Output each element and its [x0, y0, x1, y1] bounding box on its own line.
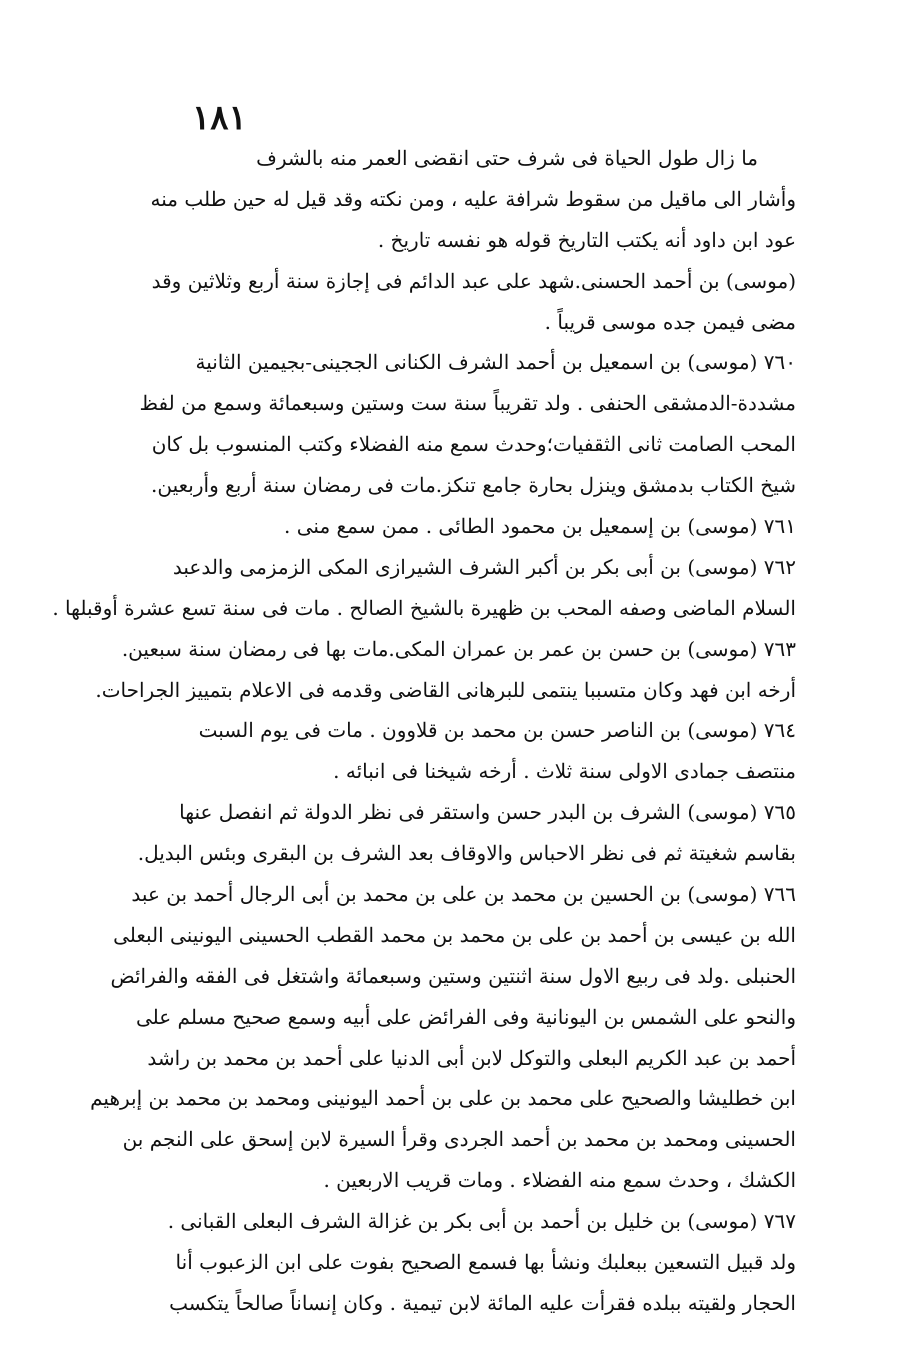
text-line: شيخ الكتاب بدمشق وينزل بحارة جامع تنكز.مات فى رمضان سنة أربع وأربعين.: [151, 473, 796, 498]
text-line: المحب الصامت ثانى الثقفيات؛وحدث سمع منه الفضلاء وكتب المنسوب بل كان: [151, 432, 796, 457]
text-line: مشددة-الدمشقى الحنفى . ولد تقريباً سنة ست وستين وسبعمائة وسمع من لفظ: [139, 391, 796, 416]
text-line: الحجار ولقيته ببلده فقرأت عليه المائة لابن تيمية . وكان إنساناً صالحاً يتكسب: [169, 1290, 796, 1315]
text-line: الكشك ، وحدث سمع منه الفضلاء . ومات قريب الاربعين .: [323, 1168, 796, 1193]
text-line: السلام الماضى وصفه المحب بن ظهيرة بالشيخ الصالح . مات فى سنة تسع عشرة أوقبلها .: [52, 595, 796, 620]
text-line: ٧٦٦ (موسى) بن الحسين بن محمد بن على بن محمد بن أبى الرجال أحمد بن عبد: [131, 882, 796, 907]
text-line: بقاسم شغيتة ثم فى نظر الاحباس والاوقاف بعد الشرف بن البقرى وبئس البديل.: [137, 841, 796, 866]
text-line: ٧٦٢ (موسى) بن أبى بكر بن أكبر الشرف الشيرازى المكى الزمزمى والدعبد: [172, 554, 796, 579]
text-line: ابن خطليشا والصحيح على محمد بن على بن أحمد اليونينى ومحمد بن محمد بن إبرهيم: [90, 1086, 796, 1111]
text-line: منتصف جمادى الاولى سنة ثلاث . أرخه شيخنا فى انبائه .: [333, 759, 796, 784]
page-number: ١٨١: [192, 98, 247, 138]
text-line: مضى فيمن جده موسى قريباً .: [544, 309, 796, 334]
text-line: ٧٦٧ (موسى) بن خليل بن أحمد بن أبى بكر بن غزالة الشرف البعلى القبانى .: [167, 1209, 796, 1234]
text-line: والنحو على الشمس بن اليونانية وفى الفرائض على أبيه وسمع صحيح مسلم على: [135, 1004, 796, 1029]
text-line: أرخه ابن فهد وكان متسببا ينتمى للبرهانى القاضى وقدمه فى الاعلام بتمييز الجراحات.: [95, 677, 796, 702]
text-line: ٧٦٥ (موسى) الشرف بن البدر حسن واستقر فى نظر الدولة ثم انفصل عنها: [179, 800, 796, 825]
text-line: ٧٦١ (موسى) بن إسمعيل بن محمود الطائى . ممن سمع منى .: [284, 514, 796, 539]
text-line: ٧٦٤ (موسى) بن الناصر حسن بن محمد بن قلاوون . مات فى يوم السبت: [198, 718, 796, 743]
page-body-text: [52, 138, 796, 1324]
text-line: عود ابن داود أنه يكتب التاريخ قوله هو نفسه تاريخ .: [377, 227, 796, 252]
text-line: وأشار الى ماقيل من سقوط شرافة عليه ، ومن نكته وقد قيل له حين طلب منه: [150, 186, 796, 211]
text-line: أحمد بن عبد الكريم البعلى والتوكل لابن أبى الدنيا على أحمد بن محمد بن راشد: [147, 1045, 796, 1070]
text-line: ٧٦٠ (موسى) بن اسمعيل بن أحمد الشرف الكنانى الججينى-بجيمين الثانية: [195, 350, 796, 375]
text-line: ما زال طول الحياة فى شرف حتى انقضى العمر منه بالشرف: [256, 146, 758, 170]
text-line: (موسى) بن أحمد الحسنى.شهد على عبد الدائم فى إجازة سنة أربع وثلاثين وقد: [151, 268, 796, 293]
text-line: الحسينى ومحمد بن محمد بن أحمد الجردى وقرأ السيرة لابن إسحق على النجم بن: [122, 1127, 796, 1152]
text-line: ٧٦٣ (موسى) بن حسن بن عمر بن عمران المكى.مات بها فى رمضان سنة سبعين.: [121, 636, 796, 661]
text-line: الحنبلى .ولد فى ربيع الاول سنة اثنتين وستين وسبعمائة واشتغل فى الفقه والفرائض: [110, 963, 796, 988]
text-line: الله بن عيسى بن أحمد بن على بن محمد بن محمد القطب الحسينى اليونينى البعلى: [113, 922, 796, 947]
text-line: ولد قبيل التسعين ببعلبك ونشأ بها فسمع الصحيح بفوت على ابن الزعبوب أنا: [175, 1250, 796, 1275]
